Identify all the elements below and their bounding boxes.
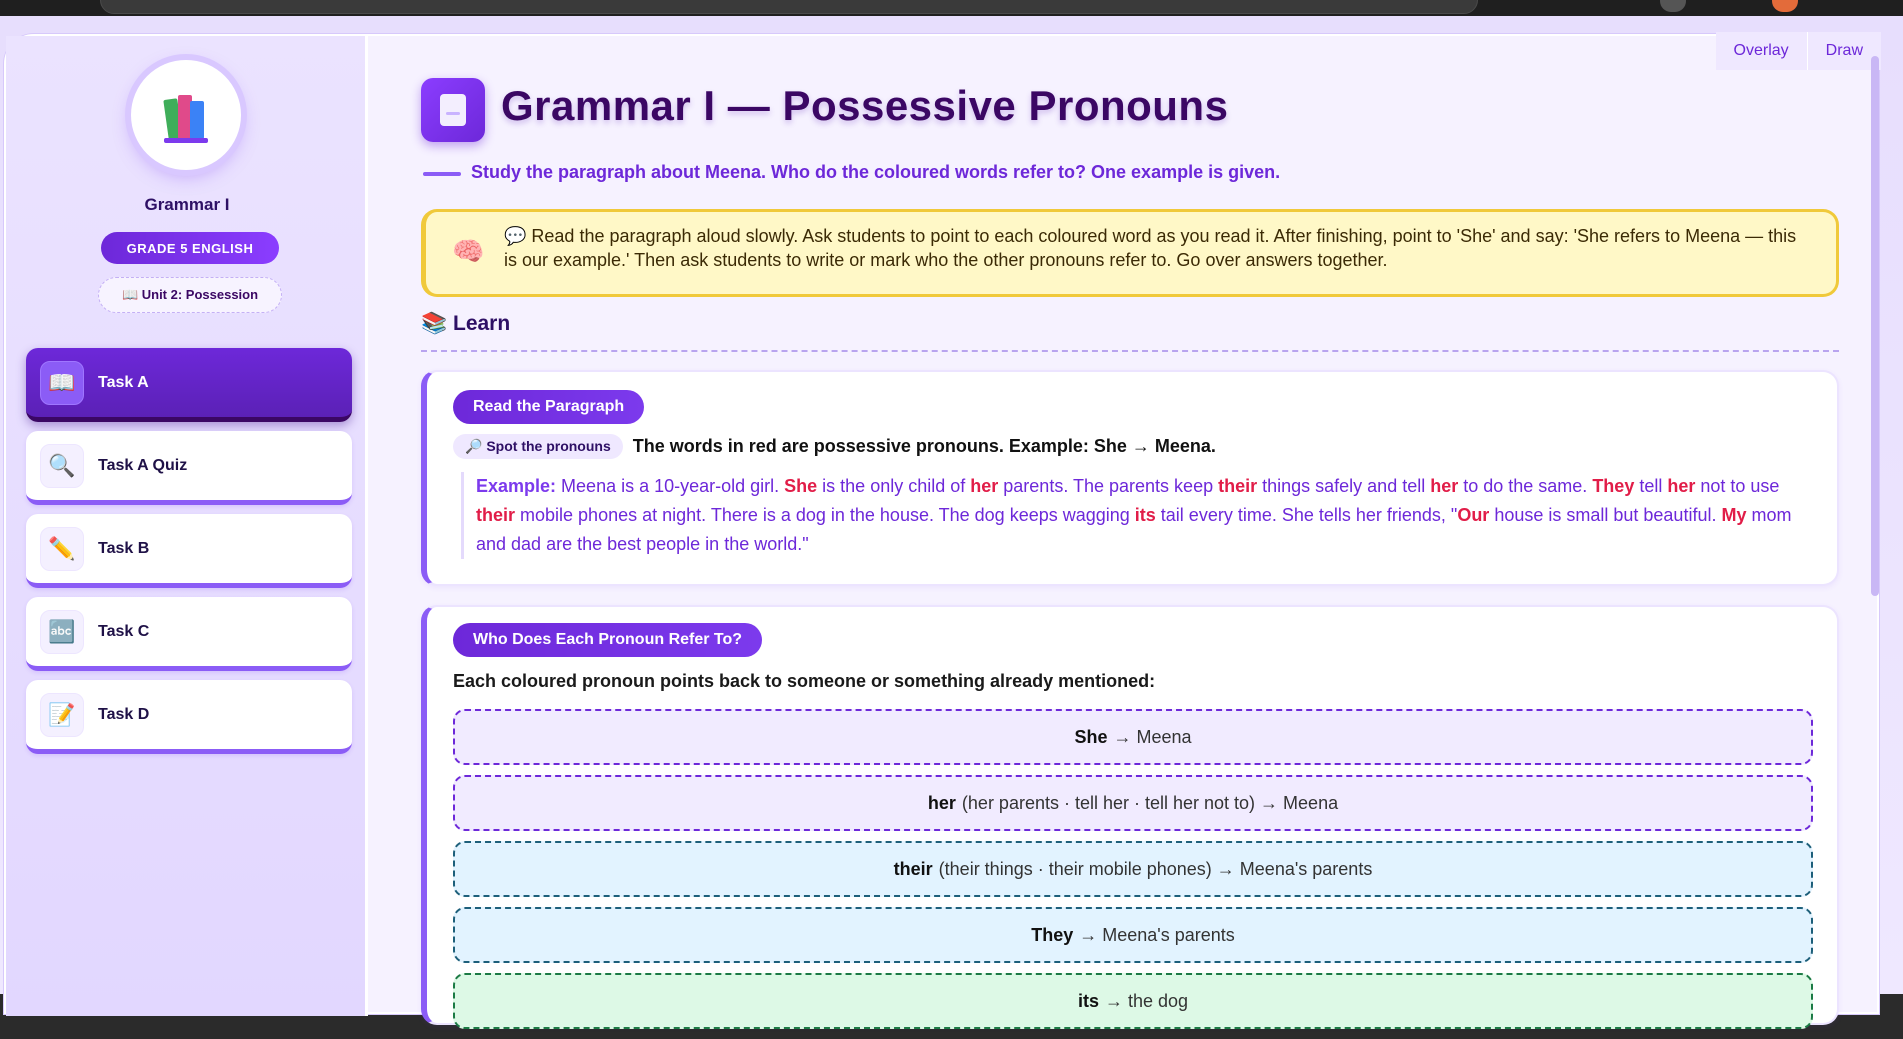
paragraph-card: [421, 370, 1839, 586]
paragraph-text: mom and dad are the best people in the world.": [476, 505, 1792, 554]
answer-pronoun: They: [1031, 924, 1074, 945]
paragraph-text: mobile phones at night. There is a dog in the house. The dog keeps wagging: [515, 505, 1135, 525]
section-divider: [421, 350, 1839, 352]
browser-chrome: [0, 0, 1903, 16]
unit-badge: 📖 Unit 2: Possession: [98, 277, 282, 313]
paragraph-text: Meena is a 10-year-old girl.: [561, 476, 785, 496]
pronoun-word: She: [784, 476, 818, 496]
main-content: [371, 36, 1881, 1016]
address-bar[interactable]: [100, 0, 1478, 14]
paragraph-instruction: The words in red are possessive pronouns. Example: She → Meena.: [632, 436, 1216, 456]
answer-referent: (their things · their mobile phones) → Meena's parents: [938, 858, 1373, 879]
paragraph-text: tail every time. She tells her friends, ": [1155, 505, 1458, 525]
open-book-icon: 📖: [40, 361, 84, 405]
sidebar-item-label: Task B: [98, 539, 150, 557]
answer-pronoun: its: [1077, 990, 1099, 1011]
sidebar-item-task-4[interactable]: [26, 680, 352, 754]
pronoun-word: her: [1430, 476, 1459, 496]
app-logo: [131, 60, 241, 170]
pronoun-word: My: [1721, 505, 1747, 525]
memo-icon: 📝: [40, 693, 84, 737]
refer-card-lead: Each coloured pronoun points back to someone or something already mentioned:: [453, 671, 1156, 691]
answer-row: [453, 907, 1813, 963]
answer-pronoun: their: [893, 858, 933, 879]
abc-icon: 🔤: [40, 610, 84, 654]
app-frame: [4, 34, 1879, 1014]
pronoun-word: They: [1592, 476, 1635, 496]
answer-referent: → Meena: [1113, 726, 1192, 747]
pronoun-word: her: [1667, 476, 1696, 496]
answer-row: [453, 709, 1813, 765]
page: [0, 16, 1903, 1011]
draw-button[interactable]: Draw: [1807, 32, 1881, 70]
sidebar-item-task-1[interactable]: [26, 431, 352, 505]
books-icon: [162, 91, 210, 139]
magnifier-icon: 🔍: [40, 444, 84, 488]
app-title: Grammar I: [144, 195, 230, 214]
teacher-note: [421, 209, 1839, 297]
answer-pronoun: She: [1074, 726, 1108, 747]
overlay-button[interactable]: Overlay: [1716, 32, 1807, 70]
paragraph-text: is the only child of: [817, 476, 971, 496]
paragraph-text: tell: [1634, 476, 1668, 496]
sidebar-item-task-3[interactable]: [26, 597, 352, 671]
pronoun-word: their: [476, 505, 516, 525]
sidebar-item-label: Task D: [98, 705, 150, 723]
profile-icon[interactable]: [1660, 0, 1686, 12]
spot-row: [453, 434, 1216, 459]
answer-referent: (her parents · tell her · tell her not to) → Meena: [961, 792, 1339, 813]
spot-chip: 🔎 Spot the pronouns: [453, 434, 623, 459]
example-label: Example:: [476, 476, 562, 496]
sidebar-item-task-2[interactable]: [26, 514, 352, 588]
teacher-note-text: 💬 Read the paragraph aloud slowly. Ask students to point to each coloured word as you read it. After finishing, point to 'She' and say: 'She refers to Meena — this is our example.' Then ask students to write or mark who the other pronouns refer to. Go over answers together.: [504, 226, 1797, 270]
paragraph-text: not to use: [1695, 476, 1780, 496]
pronoun-word: their: [1218, 476, 1258, 496]
grade-badge: GRADE 5 ENGLISH: [101, 232, 279, 264]
paragraph-text: parents. The parents keep: [998, 476, 1219, 496]
page-subtitle: Study the paragraph about Meena. Who do the coloured words refer to? One example is given.: [471, 162, 1281, 182]
refer-card-title: Who Does Each Pronoun Refer To?: [453, 623, 762, 657]
document-icon: [421, 78, 485, 142]
task-nav: [26, 348, 352, 763]
answer-referent: → Meena's parents: [1079, 924, 1235, 945]
brain-icon: 🧠: [452, 236, 485, 266]
answer-pronoun: her: [927, 792, 956, 813]
refer-card: [421, 605, 1839, 1025]
section-heading: [421, 312, 510, 336]
sidebar-item-task-0[interactable]: [26, 348, 352, 422]
sidebar-item-label: Task A Quiz: [98, 456, 188, 474]
page-title: Grammar I — Possessive Pronouns: [501, 82, 1229, 129]
top-toolbar: [1716, 32, 1881, 70]
sidebar-item-label: Task C: [98, 622, 150, 640]
answer-row: [453, 841, 1813, 897]
scrollbar[interactable]: [1871, 56, 1879, 596]
story-paragraph: [461, 472, 1801, 559]
paragraph-card-title: Read the Paragraph: [453, 390, 644, 424]
answer-referent: → the dog: [1104, 990, 1189, 1011]
pronoun-word: Our: [1457, 505, 1490, 525]
subtitle-accent: [423, 172, 461, 176]
section-label: Learn: [453, 312, 511, 335]
pronoun-word: her: [970, 476, 999, 496]
answer-row: [453, 973, 1813, 1029]
books-icon: 📚: [421, 312, 448, 335]
sidebar: [6, 36, 368, 1016]
answer-row: [453, 775, 1813, 831]
sidebar-item-label: Task A: [98, 373, 149, 391]
extension-icon[interactable]: [1772, 0, 1798, 12]
pencil-icon: ✏️: [40, 527, 84, 571]
pronoun-word: its: [1134, 505, 1156, 525]
paragraph-text: things safely and tell: [1257, 476, 1431, 496]
paragraph-text: house is small but beautiful.: [1489, 505, 1722, 525]
paragraph-text: to do the same.: [1458, 476, 1593, 496]
answer-list: [453, 709, 1813, 1039]
